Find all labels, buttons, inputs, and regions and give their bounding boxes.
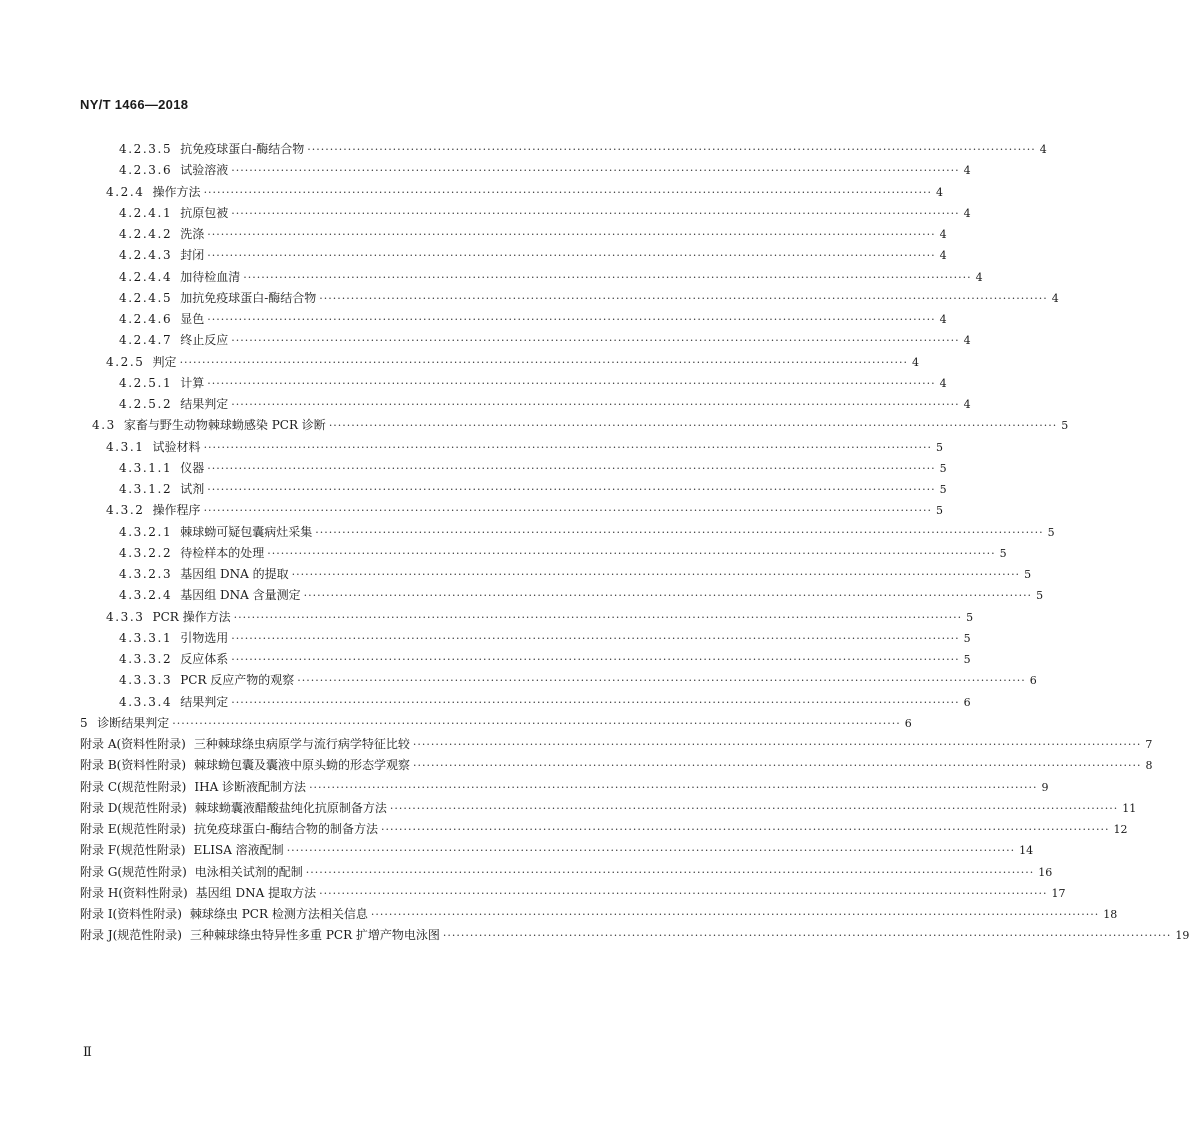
toc-entry-number: 5 [80,715,90,730]
toc-dot-leader: ·································································································································································· [233,610,963,624]
toc-entry-number: 4.3.3.4 [119,694,173,709]
toc-entry[interactable] [106,354,920,369]
toc-entry-title: 仪器 [180,460,205,475]
toc-entry-title: 抗免疫球蛋白-酶结合物的制备方法 [193,822,379,836]
toc-entry-page: 6 [904,716,912,730]
toc-entry-page: 11 [1122,801,1137,815]
toc-entry-page: 4 [939,228,947,241]
toc-dot-leader: ·································································································································································· [231,206,960,220]
toc-entry-page: 16 [1038,865,1053,879]
toc-dot-leader: ·································································································································································· [286,844,1016,858]
toc-entry-page: 8 [1145,759,1153,773]
toc-entry-number: 4.2.3.6 [119,163,173,178]
toc-entry-title: 电泳相关试剂的配制 [194,864,303,879]
toc-entry[interactable] [119,588,1044,603]
toc-entry-title: 试验材料 [152,439,201,454]
toc-entry-number: 附录 D(规范性附录) [80,800,187,815]
toc-dot-leader: ·································································································································································· [243,270,972,284]
toc-entry-number: 4.2.5.1 [119,375,173,390]
toc-entry-title: 家畜与野生动物棘球蚴感染 PCR 诊断 [123,418,326,433]
toc-entry-page: 7 [1145,738,1153,751]
toc-entry-number: 附录 I(资料性附录) [80,907,182,921]
toc-dot-leader: ·································································································································································· [179,355,909,369]
page-number: Ⅱ [83,1045,92,1060]
toc-entry-page: 5 [936,440,944,454]
toc-entry-page: 5 [939,461,947,475]
toc-entry-number: 附录 E(规范性附录) [80,822,186,836]
toc-dot-leader: ·································································································································································· [328,419,1058,433]
toc-entry-number: 4.2.4 [106,184,145,199]
toc-entry-number: 附录 C(规范性附录) [80,779,187,794]
toc-entry-number: 4.2.4.5 [119,290,173,305]
toc-entry-page: 5 [1024,568,1032,581]
toc-entry[interactable] [119,673,1037,688]
toc-entry-title: 待检样本的处理 [180,545,265,560]
toc-entry-title: 试剂 [180,482,205,496]
toc-entry-number: 4.2.5.2 [119,397,173,411]
toc-entry[interactable] [106,439,944,454]
toc-entry-number: 4.3.3 [106,609,145,624]
toc-entry-page: 5 [1036,589,1044,603]
toc-dot-leader: ·································································································································································· [207,483,936,496]
toc-entry-page: 6 [1029,674,1037,688]
document-header: NY/T 1466—2018 [80,97,189,112]
toc-entry-title: 诊断结果判定 [97,715,170,730]
toc-entry-page: 4 [912,355,920,369]
toc-entry-title: 结果判定 [180,694,229,709]
toc-entry[interactable] [119,375,947,390]
toc-dot-leader: ·································································································································································· [231,631,960,645]
toc-entry-number: 4.2.4.7 [119,333,173,348]
toc-entry-page: 5 [966,610,974,624]
toc-dot-leader: ·································································································································································· [291,568,1021,581]
toc-entry-number: 附录 B(资料性附录) [80,758,186,773]
toc-entry-page: 4 [936,185,944,199]
toc-entry-page: 4 [939,376,947,390]
toc-entry[interactable] [80,800,1137,815]
toc-dot-leader: ·································································································································································· [315,525,1044,539]
toc-dot-leader: ·································································································································································· [389,801,1119,815]
toc-entry-number: 4.2.4.2 [119,227,173,241]
toc-entry-page: 5 [1061,419,1069,433]
toc-dot-leader: ·································································································································································· [305,865,1035,879]
toc-entry[interactable] [80,885,1066,900]
toc-entry-title: 操作程序 [152,503,201,518]
toc-entry[interactable] [80,715,912,730]
toc-entry[interactable] [119,630,971,645]
toc-entry[interactable] [80,843,1034,858]
toc-entry-number: 4.3.2.3 [119,567,173,581]
toc-entry-number: 4.3.3.2 [119,652,173,666]
toc-entry-number: 4.2.4.1 [119,205,173,220]
toc-entry[interactable] [119,333,971,348]
toc-entry[interactable] [119,524,1055,539]
toc-entry[interactable] [119,163,971,178]
toc-entry-title: 棘球蚴囊液醋酸盐纯化抗原制备方法 [194,800,387,815]
toc-entry-number: 4.3.2 [106,503,145,518]
toc-entry-number: 4.3.2.1 [119,524,173,539]
toc-dot-leader: ·································································································································································· [309,780,1038,794]
toc-entry-page: 4 [963,334,971,348]
toc-entry-page: 5 [1047,525,1055,539]
toc-entry[interactable] [106,503,944,518]
toc-dot-leader: ·································································································································································· [231,398,960,411]
toc-entry[interactable] [106,184,944,199]
toc-dot-leader: ·································································································································································· [319,886,1048,900]
toc-dot-leader: ·································································································································································· [231,334,960,348]
toc-entry-page: 4 [975,270,983,284]
toc-entry[interactable] [80,822,1128,836]
toc-entry-page: 5 [939,483,947,496]
toc-entry[interactable] [119,205,971,220]
toc-entry-number: 4.2.5 [106,354,145,369]
toc-entry[interactable] [119,694,971,709]
toc-dot-leader: ·································································································································································· [203,504,933,518]
toc-entry-page: 4 [1039,143,1047,156]
toc-entry-page: 5 [963,653,971,666]
toc-entry-number: 附录 A(资料性附录) [80,737,186,751]
toc-entry[interactable] [92,418,1069,433]
toc-entry-number: 附录 G(规范性附录) [80,864,187,879]
toc-dot-leader: ·································································································································································· [307,143,1036,156]
toc-dot-leader: ·································································································································································· [231,695,960,709]
toc-entry-page: 4 [963,164,971,178]
toc-entry-title: 操作方法 [152,184,201,199]
toc-entry-number: 4.2.4.4 [119,269,173,284]
toc-entry-title: 棘球蚴可疑包囊病灶采集 [180,524,313,539]
toc-entry[interactable] [119,312,947,326]
toc-entry-title: 加待检血清 [180,269,241,284]
toc-entry[interactable] [80,907,1118,921]
toc-entry-title: IHA 诊断液配制方法 [194,779,307,794]
toc-entry-title: 洗涤 [180,227,205,241]
toc-entry[interactable] [80,758,1153,773]
toc-entry-title: 三种棘球绦虫病原学与流行病学特征比较 [193,737,410,751]
toc-entry[interactable] [119,482,947,496]
toc-entry[interactable] [119,567,1032,581]
toc-dot-leader: ·································································································································································· [297,674,1026,688]
toc-dot-leader: ·································································································································································· [381,823,1110,836]
toc-entry-page: 4 [939,313,947,326]
toc-entry[interactable] [119,248,947,263]
toc-dot-leader: ·································································································································································· [207,376,936,390]
toc-entry[interactable] [119,269,983,284]
toc-entry-title: 棘球绦虫 PCR 检测方法相关信息 [189,907,368,921]
toc-entry-title: 加抗免疫球蛋白-酶结合物 [180,290,317,305]
toc-entry-number: 4.2.3.5 [119,142,173,156]
toc-dot-leader: ·································································································································································· [412,738,1142,751]
toc-entry-page: 4 [963,206,971,220]
toc-entry[interactable] [119,652,971,666]
toc-entry[interactable] [119,545,1007,560]
toc-entry-number: 4.2.4.3 [119,248,173,263]
toc-entry-number: 4.3.2.2 [119,545,173,560]
toc-entry[interactable] [119,397,971,411]
toc-dot-leader: ·································································································································································· [203,185,933,199]
toc-entry-number: 附录 H(资料性附录) [80,885,188,900]
toc-entry-number: 4.3 [92,418,116,433]
toc-entry-page: 4 [963,398,971,411]
toc-entry-page: 5 [999,546,1007,560]
toc-dot-leader: ·································································································································································· [203,440,933,454]
toc-entry-title: PCR 操作方法 [152,609,231,624]
toc-entry-number: 4.3.3.3 [119,673,173,688]
toc-entry[interactable] [80,928,1189,943]
toc-entry[interactable] [106,609,974,624]
toc-entry-title: 三种棘球绦虫特异性多重 PCR 扩增产物电泳图 [190,928,440,943]
toc-entry-title: 结果判定 [180,397,229,411]
toc-dot-leader: ·································································································································································· [172,716,901,730]
toc-entry-page: 14 [1019,844,1034,858]
toc-entry-page: 9 [1041,780,1049,794]
toc-dot-leader: ·································································································································································· [319,291,1048,305]
toc-dot-leader: ·································································································································································· [442,929,1172,943]
toc-dot-leader: ·································································································································································· [267,546,996,560]
toc-entry-title: PCR 反应产物的观察 [180,673,295,688]
toc-entry-number: 4.3.3.1 [119,630,173,645]
toc-entry-page: 5 [963,631,971,645]
toc-entry-title: 基因组 DNA 含量测定 [180,588,301,603]
toc-entry-page: 4 [939,249,947,263]
toc-entry-number: 4.3.2.4 [119,588,173,603]
toc-entry-page: 19 [1175,929,1189,943]
toc-dot-leader: ·································································································································································· [207,228,936,241]
toc-entry[interactable] [119,227,947,241]
toc-entry-title: 引物选用 [180,630,229,645]
toc-entry[interactable] [80,779,1049,794]
toc-dot-leader: ·································································································································································· [207,461,936,475]
toc-dot-leader: ·································································································································································· [207,313,936,326]
toc-dot-leader: ·································································································································································· [231,164,960,178]
toc-entry-title: 计算 [180,375,205,390]
toc-entry[interactable] [80,737,1153,751]
toc-entry-number: 4.2.4.6 [119,312,173,326]
toc-entry-title: 终止反应 [180,333,229,348]
toc-entry-page: 4 [1051,291,1059,305]
toc-entry-title: 基因组 DNA 提取方法 [195,885,317,900]
toc-entry-title: 试验溶液 [180,163,229,178]
toc-entry-title: 棘球蚴包囊及囊液中原头蚴的形态学观察 [194,758,411,773]
toc-dot-leader: ·································································································································································· [413,759,1142,773]
toc-entry-number: 附录 J(规范性附录) [80,928,182,943]
toc-entry-title: 封闭 [180,248,205,263]
toc-entry-number: 4.3.1.1 [119,460,173,475]
toc-dot-leader: ·································································································································································· [303,589,1033,603]
toc-entry-page: 6 [963,695,971,709]
toc-entry-page: 18 [1103,908,1118,921]
toc-entry-number: 4.3.1.2 [119,482,173,496]
toc-entry[interactable] [119,460,947,475]
toc-entry[interactable] [119,142,1047,156]
toc-entry-title: 判定 [152,354,177,369]
toc-entry-page: 17 [1051,886,1066,900]
toc-entry-title: 抗免疫球蛋白-酶结合物 [180,142,305,156]
toc-entry-page: 5 [936,504,944,518]
toc-dot-leader: ·································································································································································· [370,908,1100,921]
toc-entry-title: ELISA 溶液配制 [193,843,284,858]
toc-entry[interactable] [80,864,1053,879]
toc-dot-leader: ·································································································································································· [231,653,960,666]
toc-entry-title: 反应体系 [180,652,229,666]
toc-entry-number: 4.3.1 [106,439,145,454]
toc-entry-number: 附录 F(规范性附录) [80,843,186,858]
toc-entry-title: 显色 [180,312,205,326]
toc-entry-title: 抗原包被 [180,205,229,220]
toc-entry-page: 12 [1113,823,1128,836]
toc-entry[interactable] [119,290,1059,305]
toc-dot-leader: ·································································································································································· [207,249,936,263]
toc-entry-title: 基因组 DNA 的提取 [180,567,289,581]
